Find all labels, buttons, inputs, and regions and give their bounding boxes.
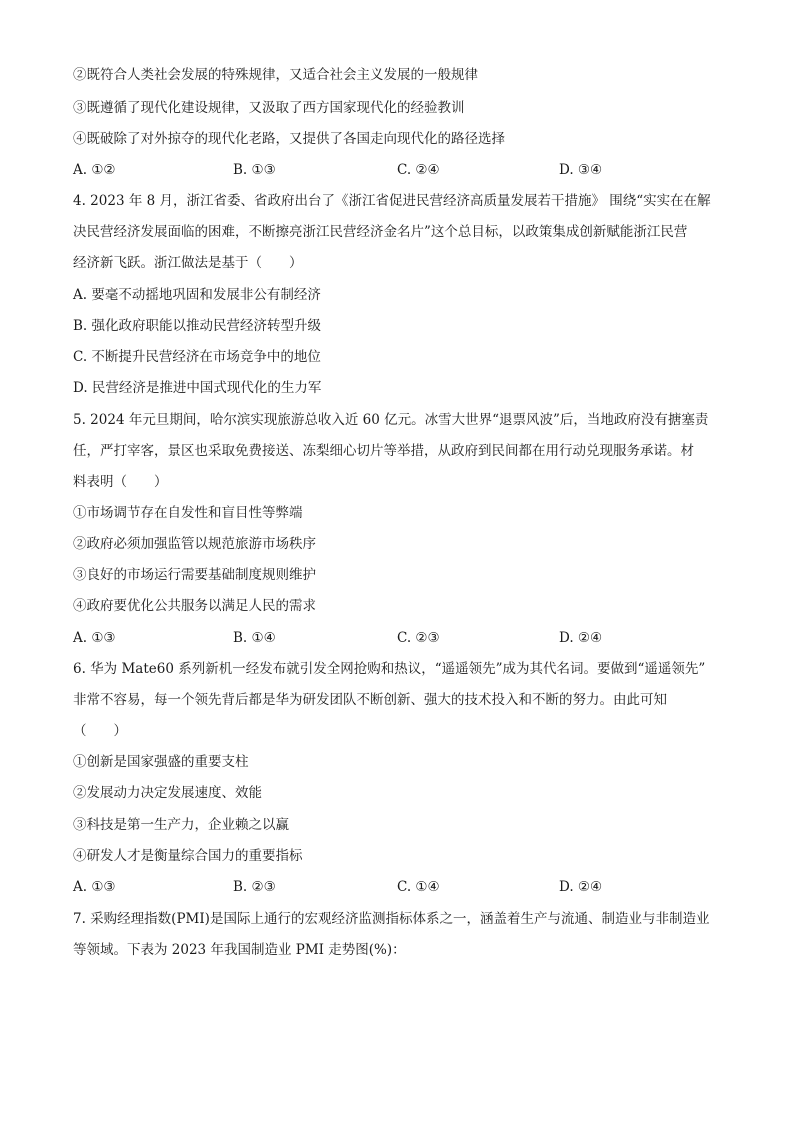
q4-option-c[interactable]: C. 不断提升民营经济在市场竞争中的地位 bbox=[73, 349, 321, 365]
q5-item-4: ④政府要优化公共服务以满足人民的需求 bbox=[73, 598, 316, 614]
q6-stem-line-1: 6. 华为 Mate60 系列新机一经发布就引发全网抢购和热议，“遥遥领先”成为其代名词。要做到“遥遥领先” bbox=[73, 661, 706, 677]
q3-item-2: ②既符合人类社会发展的特殊规律，又适合社会主义发展的一般规律 bbox=[73, 67, 478, 83]
q6-item-1: ①创新是国家强盛的重要支柱 bbox=[73, 754, 249, 770]
q6-stem-line-2: 非常不容易，每一个领先背后都是华为研发团队不断创新、强大的技术投入和不断的努力。由此可知 bbox=[73, 692, 667, 708]
q4-option-a[interactable]: A. 要毫不动摇地巩固和发展非公有制经济 bbox=[73, 287, 321, 303]
q3-option-c[interactable]: C. ②④ bbox=[397, 162, 440, 178]
q6-options bbox=[73, 878, 723, 896]
q3-option-b[interactable]: B. ①③ bbox=[233, 162, 276, 178]
q4-stem-line-1: 4. 2023 年 8 月，浙江省委、省政府出台了《浙江省促进民营经济高质量发展若干措施》 围绕“实实在在解 bbox=[73, 193, 711, 209]
q5-option-c[interactable]: C. ②③ bbox=[397, 630, 440, 646]
q5-stem-line-1: 5. 2024 年元旦期间，哈尔滨实现旅游总收入近 60 亿元。冰雪大世界“退票风波”后，当地政府没有搪塞责 bbox=[73, 412, 709, 428]
q5-item-3: ③良好的市场运行需要基础制度规则维护 bbox=[73, 567, 316, 583]
q3-item-4: ④既破除了对外掠夺的现代化老路，又提供了各国走向现代化的路径选择 bbox=[73, 131, 505, 147]
q3-options bbox=[73, 161, 723, 179]
q6-item-2: ②发展动力决定发展速度、效能 bbox=[73, 785, 262, 801]
q6-option-d[interactable]: D. ②④ bbox=[559, 879, 603, 895]
q6-option-a[interactable]: A. ①③ bbox=[73, 879, 116, 895]
q7-stem-line-1: 7. 采购经理指数(PMI)是国际上通行的宏观经济监测指标体系之一，涵盖着生产与流通、制造业与非制造业 bbox=[73, 911, 710, 927]
q6-item-3: ③科技是第一生产力，企业赖之以赢 bbox=[73, 817, 289, 833]
q5-item-1: ①市场调节存在自发性和盲目性等弊端 bbox=[73, 505, 303, 521]
q6-stem-line-3: （ ） bbox=[73, 723, 127, 739]
q5-option-b[interactable]: B. ①④ bbox=[233, 630, 276, 646]
q7-stem-line-2: 等领域。下表为 2023 年我国制造业 PMI 走势图(%)： bbox=[73, 942, 406, 958]
q5-stem-line-2: 任，严打宰客，景区也采取免费接送、冻梨细心切片等举措，从政府到民间都在用行动兑现服务承诺。材 bbox=[73, 443, 694, 459]
q6-option-c[interactable]: C. ①④ bbox=[397, 879, 440, 895]
q6-option-b[interactable]: B. ②③ bbox=[233, 879, 276, 895]
q6-item-4: ④研发人才是衡量综合国力的重要指标 bbox=[73, 848, 303, 864]
q4-option-d[interactable]: D. 民营经济是推进中国式现代化的生力军 bbox=[73, 380, 322, 396]
q4-stem-line-2: 决民营经济发展面临的困难，不断擦亮浙江民营经济金名片”这个总目标，以政策集成创新赋能浙江民营 bbox=[73, 224, 688, 240]
q5-option-d[interactable]: D. ②④ bbox=[559, 630, 603, 646]
q5-item-2: ②政府必须加强监管以规范旅游市场秩序 bbox=[73, 536, 316, 552]
q5-option-a[interactable]: A. ①③ bbox=[73, 630, 116, 646]
q4-option-b[interactable]: B. 强化政府职能以推动民营经济转型升级 bbox=[73, 318, 322, 334]
q5-options bbox=[73, 629, 723, 647]
q3-item-3: ③既遵循了现代化建设规律，又汲取了西方国家现代化的经验教训 bbox=[73, 100, 465, 116]
q5-stem-line-3: 料表明（ ） bbox=[73, 474, 168, 490]
q4-stem-line-3: 经济新飞跃。浙江做法是基于（ ） bbox=[73, 255, 303, 271]
q3-option-a[interactable]: A. ①② bbox=[73, 162, 116, 178]
q3-option-d[interactable]: D. ③④ bbox=[559, 162, 603, 178]
